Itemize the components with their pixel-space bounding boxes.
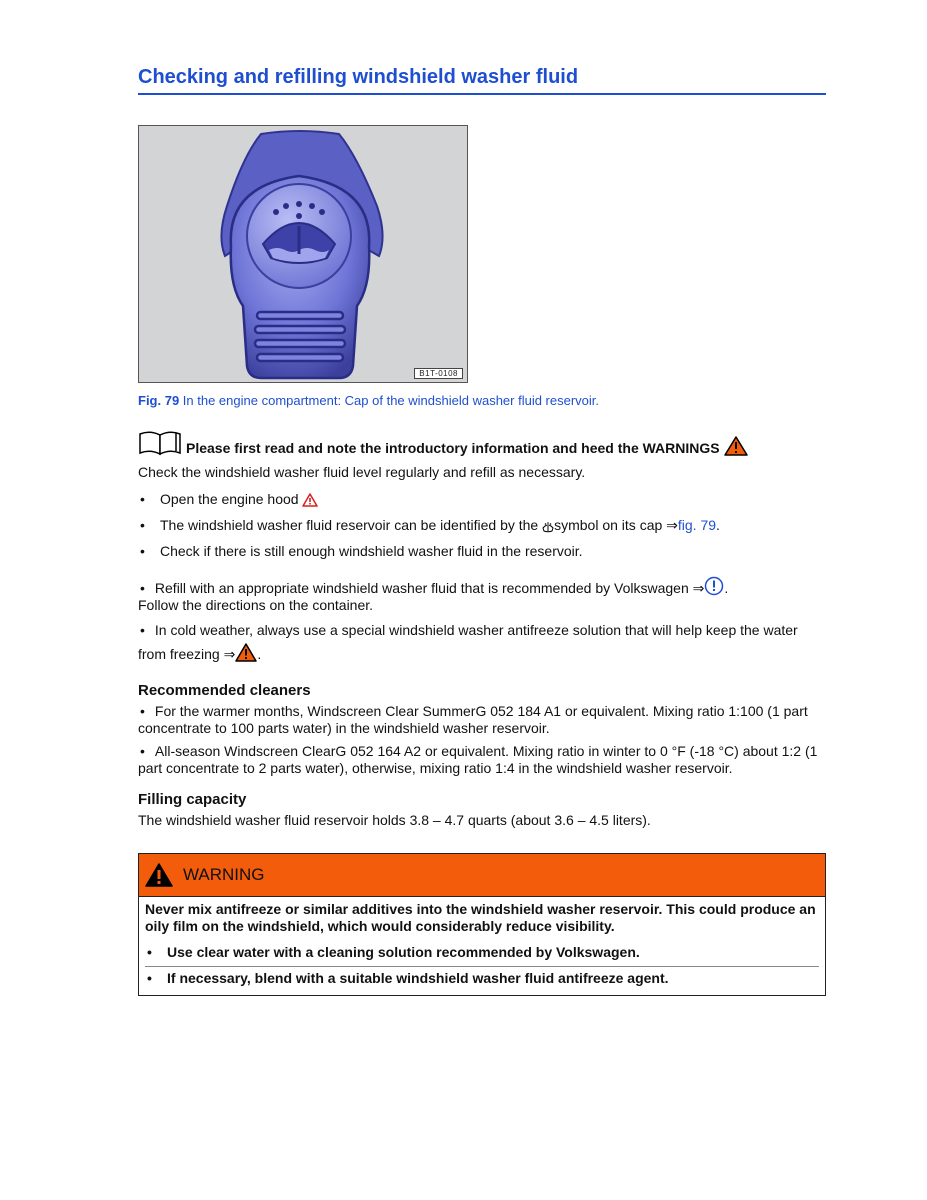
- page-content: [138, 66, 826, 996]
- warning-item-text: If necessary, blend with a suitable windshield washer fluid antifreeze agent.: [167, 970, 669, 986]
- step-text: Open the engine hood: [160, 491, 303, 507]
- capacity-heading: Filling capacity: [138, 791, 247, 808]
- list-item: [138, 618, 826, 666]
- bullet: •: [147, 970, 152, 986]
- washer-symbol-icon: [542, 521, 554, 533]
- list-item: [138, 576, 826, 614]
- intro-text: Check the windshield washer fluid level regularly and refill as necessary.: [138, 464, 586, 480]
- bullet: •: [147, 944, 152, 960]
- bullet: •: [140, 491, 145, 507]
- list-item: [138, 517, 826, 534]
- warning-triangle-small-icon[interactable]: [302, 493, 318, 507]
- warning-box: [138, 853, 826, 996]
- read-note-text: Please first read and note the introductory information and heed the WARNINGS: [186, 440, 720, 456]
- cleaners-heading: Recommended cleaners: [138, 682, 311, 699]
- step-text: symbol on its cap ⇒: [554, 517, 678, 533]
- warning-body: [139, 897, 825, 995]
- page-title: Checking and refilling windshield washer fluid: [138, 66, 826, 95]
- list-item: [138, 491, 826, 508]
- step-text: Follow the directions on the container.: [138, 597, 374, 613]
- warning-triangle-icon[interactable]: [724, 436, 748, 456]
- figure-caption-text: In the engine compartment: Cap of the windshield washer fluid reservoir.: [179, 393, 600, 408]
- figure-caption: [138, 393, 826, 408]
- warning-item-text: Use clear water with a cleaning solution recommended by Volkswagen.: [167, 944, 640, 960]
- washer-cap-illustration: [139, 126, 467, 382]
- warning-text: Never mix antifreeze or similar additives into the windshield washer reservoir. This could produce an oily film on the windshield, which would considerably reduce visibility.: [145, 901, 816, 934]
- figure-link[interactable]: fig. 79: [677, 517, 717, 533]
- punctuation: .: [724, 580, 729, 596]
- list-item: [138, 743, 826, 777]
- warning-label: WARNING: [183, 865, 265, 884]
- warning-header: [139, 854, 825, 897]
- figure-code: B1T-0108: [414, 368, 463, 379]
- warning-triangle-icon[interactable]: [235, 643, 257, 662]
- steps-list: [138, 491, 826, 666]
- bullet: •: [140, 580, 145, 596]
- bullet: •: [140, 703, 145, 719]
- punctuation: .: [257, 646, 262, 662]
- figure-washer-cap: [138, 125, 468, 383]
- warning-item: [145, 941, 819, 966]
- warning-item: [145, 966, 819, 992]
- list-item: [138, 543, 826, 560]
- capacity-text: The windshield washer fluid reservoir holds 3.8 – 4.7 quarts (about 3.6 – 4.5 liters).: [138, 812, 651, 828]
- step-text: Refill with an appropriate windshield washer fluid that is recommended by Volkswagen ⇒: [154, 580, 705, 596]
- list-item: [138, 703, 826, 737]
- step-text: The windshield washer fluid reservoir can be identified by the: [160, 517, 543, 533]
- step-text: Check if there is still enough windshield washer fluid in the reservoir.: [160, 543, 583, 559]
- book-icon: [138, 430, 184, 456]
- warning-list: [145, 941, 819, 992]
- figure-label[interactable]: Fig. 79: [138, 393, 180, 408]
- step-text: In cold weather, always use a special windshield washer antifreeze solution that will help keep the water from freezing ⇒: [138, 622, 798, 662]
- cleaner-text: For the warmer months, Windscreen Clear SummerG 052 184 A1 or equivalent. Mixing ratio 1:100 (1 part concentrate to 100 parts water) in the windshield washer reservoir.: [138, 703, 808, 736]
- warning-triangle-icon: [145, 862, 173, 888]
- cleaner-text: All-season Windscreen ClearG 052 164 A2 or equivalent. Mixing ratio in winter to 0 °F (-18 °C) about 1:2 (1 part concentrate to 2 parts water), otherwise, mixing ratio 1:4 in the windshield washer reservoir.: [138, 743, 818, 776]
- bullet: •: [140, 743, 145, 759]
- punctuation: .: [716, 517, 720, 533]
- bullet: •: [140, 517, 145, 533]
- note-circle-icon[interactable]: [704, 576, 724, 596]
- bullet: •: [140, 622, 145, 638]
- read-note: [138, 430, 826, 456]
- bullet: •: [140, 543, 145, 559]
